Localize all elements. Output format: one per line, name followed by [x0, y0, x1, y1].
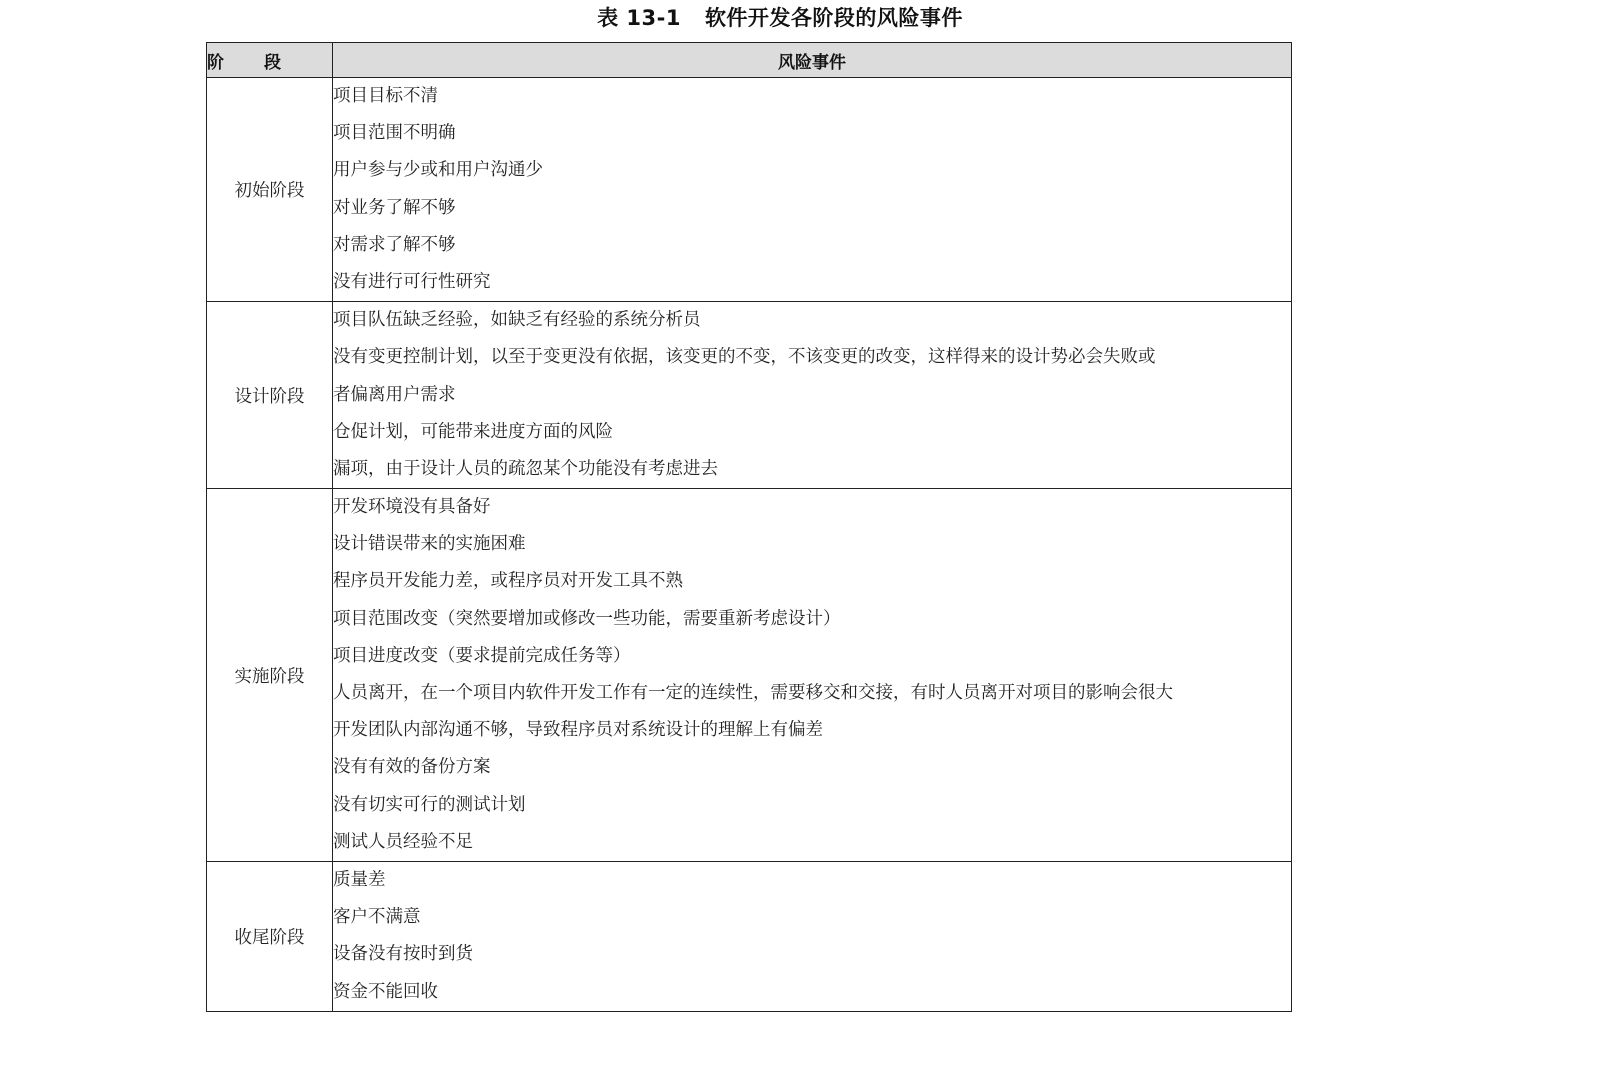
risk-event-item: 对需求了解不够: [333, 234, 456, 255]
table-row: [207, 78, 1292, 302]
table-row: [207, 302, 1292, 489]
risk-event-item: 项目范围改变（突然要增加或修改一些功能，需要重新考虑设计）: [333, 608, 841, 629]
risk-event-item: 项目进度改变（要求提前完成任务等）: [333, 645, 631, 666]
stage-closing-cell: 收尾阶段: [207, 861, 333, 1011]
table-title: 软件开发各阶段的风险事件: [704, 6, 963, 30]
risk-event-item: 漏项，由于设计人员的疏忽某个功能没有考虑进去: [333, 458, 718, 479]
risk-event-item: 仓促计划，可能带来进度方面的风险: [333, 421, 613, 442]
risk-event-item: 项目范围不明确: [333, 123, 456, 144]
table-caption: [0, 2, 1560, 32]
risk-event-item: 设备没有按时到货: [333, 944, 473, 965]
table-number: 表 13-1: [597, 6, 681, 30]
table-row: [207, 861, 1292, 1011]
risk-events-table: [206, 42, 1292, 1012]
risk-event-item: 设计错误带来的实施困难: [333, 534, 526, 555]
risk-event-item: 开发环境没有具备好: [333, 497, 491, 518]
risk-events-cell: [333, 302, 1292, 489]
stage-implementation-cell: 实施阶段: [207, 489, 333, 862]
risk-event-item: 测试人员经验不足: [333, 831, 473, 852]
risk-event-item: 没有有效的备份方案: [333, 757, 491, 778]
risk-events-cell: [333, 489, 1292, 862]
table-row: [207, 489, 1292, 862]
risk-event-item: 客户不满意: [333, 907, 421, 928]
risk-event-item: 质量差: [333, 869, 386, 890]
stage-column-header: 阶 段: [207, 43, 333, 78]
events-column-header: 风险事件: [333, 43, 1292, 78]
risk-events-cell: [333, 78, 1292, 302]
stage-initial-cell: 初始阶段: [207, 78, 333, 302]
table-body: [207, 78, 1292, 1012]
risk-event-item: 项目队伍缺乏经验，如缺乏有经验的系统分析员: [333, 310, 701, 331]
risk-event-item: 程序员开发能力差，或程序员对开发工具不熟: [333, 571, 683, 592]
risk-event-item: 用户参与少或和用户沟通少: [333, 160, 543, 181]
risk-event-item: 对业务了解不够: [333, 197, 456, 218]
table-header-row: [207, 43, 1292, 78]
risk-event-item: 者偏离用户需求: [333, 384, 456, 405]
risk-event-item: 没有变更控制计划，以至于变更没有依据，该变更的不变，不该变更的改变，这样得来的设计势必会失败或: [333, 347, 1156, 368]
risk-event-item: 没有进行可行性研究: [333, 271, 491, 292]
risk-event-item: 开发团队内部沟通不够，导致程序员对系统设计的理解上有偏差: [333, 720, 823, 741]
risk-event-item: 没有切实可行的测试计划: [333, 794, 526, 815]
risk-event-item: 资金不能回收: [333, 981, 438, 1002]
risk-event-item: 项目目标不清: [333, 86, 438, 106]
risk-event-item: 人员离开，在一个项目内软件开发工作有一定的连续性，需要移交和交接，有时人员离开对项目的影响会很大: [333, 683, 1173, 703]
stage-design-cell: 设计阶段: [207, 302, 333, 489]
risk-events-cell: [333, 861, 1292, 1011]
